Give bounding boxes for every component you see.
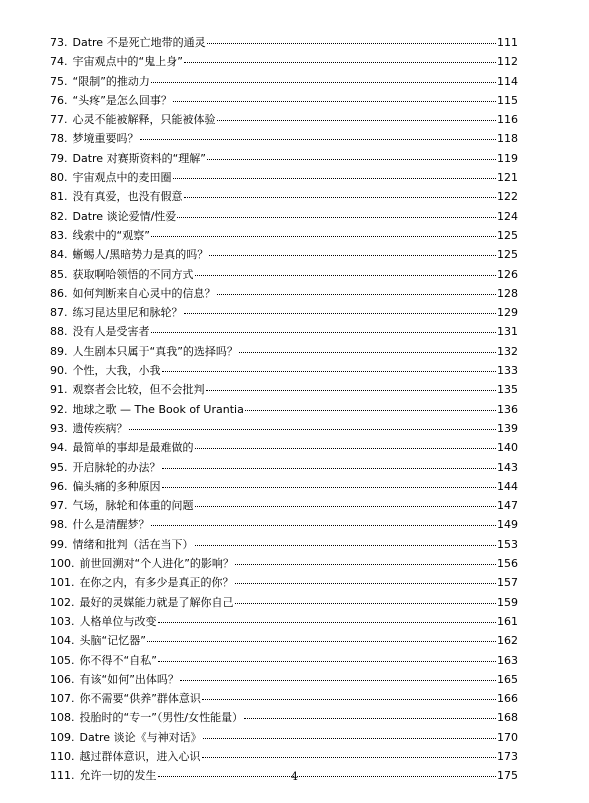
toc-dot-leader [217, 119, 497, 121]
toc-entry[interactable] [50, 284, 518, 303]
toc-entry[interactable] [50, 342, 518, 361]
toc-entry[interactable] [50, 496, 518, 515]
toc-entry-number: 104. [50, 634, 75, 648]
toc-dot-leader [203, 737, 496, 739]
toc-entry-title[interactable]: 前世回溯对“个人进化”的影响？ [79, 557, 234, 571]
toc-dot-leader [184, 61, 496, 63]
toc-entry-page: 128 [497, 286, 518, 300]
toc-dot-leader [239, 351, 496, 353]
toc-entry[interactable] [50, 91, 518, 110]
toc-entry-page: 140 [497, 441, 518, 455]
table-of-contents [50, 33, 518, 786]
toc-entry-title[interactable]: 宇宙观点中的麦田圈 [72, 171, 172, 185]
toc-entry-page: 115 [497, 93, 518, 107]
toc-entry[interactable] [50, 747, 518, 766]
toc-entry-title[interactable]: 没有真爱，也没有假意 [72, 190, 183, 204]
toc-entry-page: 126 [497, 267, 518, 281]
toc-dot-leader [245, 409, 496, 411]
toc-entry[interactable] [50, 322, 518, 341]
toc-entry-number: 74. [50, 55, 68, 69]
toc-entry-number: 77. [50, 113, 68, 127]
toc-entry-page: 119 [497, 151, 518, 165]
toc-entry-page: 122 [497, 190, 518, 204]
toc-entry[interactable] [50, 573, 518, 592]
toc-entry-number: 100. [50, 557, 75, 571]
toc-dot-leader [207, 158, 496, 160]
toc-entry[interactable] [50, 72, 518, 91]
toc-entry-number: 102. [50, 595, 75, 609]
toc-entry-title[interactable]: 宇宙观点中的“鬼上身” [72, 55, 183, 69]
toc-entry-title[interactable]: 开启脉轮的办法？ [72, 460, 161, 474]
toc-entry-number: 86. [50, 286, 68, 300]
toc-dot-leader [173, 100, 496, 102]
toc-entry-page: 112 [497, 55, 518, 69]
toc-entry[interactable] [50, 265, 518, 284]
toc-entry-title[interactable]: Datre 谈论《与神对话》 [79, 730, 202, 744]
toc-entry[interactable] [50, 689, 518, 708]
toc-entry-title[interactable]: 你不需要“供养”群体意识 [79, 692, 201, 706]
toc-entry-number: 90. [50, 364, 68, 378]
toc-entry-page: 129 [497, 306, 518, 320]
toc-entry-title[interactable]: 什么是清醒梦？ [72, 518, 150, 532]
toc-entry-number: 84. [50, 248, 68, 262]
toc-dot-leader [158, 621, 497, 623]
toc-entry[interactable] [50, 419, 518, 438]
toc-entry-page: 143 [497, 460, 518, 474]
toc-dot-leader [202, 698, 496, 700]
toc-entry-page: 133 [497, 364, 518, 378]
toc-entry-number: 79. [50, 151, 68, 165]
toc-entry[interactable] [50, 129, 518, 148]
toc-entry-page: 131 [497, 325, 518, 339]
toc-dot-leader [206, 389, 497, 391]
toc-entry[interactable] [50, 52, 518, 71]
toc-dot-leader [177, 216, 496, 218]
toc-entry-number: 83. [50, 228, 68, 242]
toc-entry-number: 110. [50, 749, 75, 763]
toc-entry-number: 95. [50, 460, 68, 474]
toc-entry-number: 81. [50, 190, 68, 204]
toc-dot-leader [235, 582, 497, 584]
toc-entry-number: 85. [50, 267, 68, 281]
toc-entry-title[interactable]: 气场，脉轮和体重的问题 [72, 499, 194, 513]
toc-entry-page: 162 [497, 634, 518, 648]
toc-dot-leader [184, 312, 497, 314]
toc-entry[interactable] [50, 245, 518, 264]
toc-entry-page: 118 [497, 132, 518, 146]
toc-entry[interactable] [50, 187, 518, 206]
toc-entry-page: 173 [497, 749, 518, 763]
toc-entry-page: 125 [497, 248, 518, 262]
toc-entry[interactable] [50, 612, 518, 631]
toc-entry-number: 94. [50, 441, 68, 455]
toc-entry-number: 82. [50, 209, 68, 223]
toc-dot-leader [151, 524, 497, 526]
toc-entry-title[interactable]: 个性，大我，小我 [72, 364, 161, 378]
toc-entry-page: 166 [497, 692, 518, 706]
toc-entry-page: 139 [497, 421, 518, 435]
toc-entry-number: 87. [50, 306, 68, 320]
toc-entry[interactable] [50, 168, 518, 187]
toc-dot-leader [162, 486, 497, 488]
toc-dot-leader [244, 717, 496, 719]
toc-entry-number: 76. [50, 93, 68, 107]
toc-entry-page: 132 [497, 344, 518, 358]
toc-entry[interactable] [50, 631, 518, 650]
toc-entry-number: 99. [50, 537, 68, 551]
toc-entry-number: 109. [50, 730, 75, 744]
toc-entry-number: 108. [50, 711, 75, 725]
toc-entry-title[interactable]: 观察者会比较，但不会批判 [72, 383, 205, 397]
toc-entry-title[interactable]: “头疼”是怎么回事？ [72, 93, 172, 107]
toc-entry[interactable] [50, 33, 518, 52]
toc-entry-page: 147 [497, 499, 518, 513]
toc-dot-leader [235, 563, 496, 565]
toc-entry-title[interactable]: 遗传疾病？ [72, 421, 128, 435]
toc-entry-page: 149 [497, 518, 518, 532]
toc-dot-leader [195, 505, 497, 507]
toc-dot-leader [209, 254, 496, 256]
toc-entry-number: 103. [50, 614, 75, 628]
toc-dot-leader [195, 544, 497, 546]
toc-entry[interactable] [50, 708, 518, 727]
toc-entry-page: 170 [497, 730, 518, 744]
toc-entry-title[interactable]: 线索中的“观察” [72, 228, 150, 242]
toc-entry-page: 124 [497, 209, 518, 223]
toc-entry-page: 121 [497, 171, 518, 185]
toc-dot-leader [140, 138, 497, 140]
toc-entry[interactable] [50, 728, 518, 747]
toc-entry-number: 75. [50, 74, 68, 88]
toc-entry-title[interactable]: Datre 谈论爱情/性爱 [72, 209, 177, 223]
toc-dot-leader [207, 42, 496, 44]
toc-dot-leader [217, 293, 497, 295]
toc-entry[interactable] [50, 149, 518, 168]
toc-entry[interactable] [50, 110, 518, 129]
toc-dot-leader [158, 660, 496, 662]
toc-entry[interactable] [50, 438, 518, 457]
toc-dot-leader [151, 81, 496, 83]
toc-entry-title[interactable]: 蜥蜴人/黑暗势力是真的吗？ [72, 248, 209, 262]
toc-entry-page: 165 [497, 672, 518, 686]
toc-dot-leader [151, 235, 496, 237]
toc-entry-title[interactable]: 最简单的事却是最难做的 [72, 441, 194, 455]
toc-entry-title[interactable]: 情绪和批判（活在当下） [72, 537, 194, 551]
toc-entry-title[interactable]: 投胎时的“专一”（男性/女性能量） [79, 711, 244, 725]
toc-entry-title[interactable]: 越过群体意识，进入心识 [79, 749, 201, 763]
toc-entry-number: 91. [50, 383, 68, 397]
toc-entry-page: 114 [497, 74, 518, 88]
toc-entry-page: 159 [497, 595, 518, 609]
toc-entry-title[interactable]: 心灵不能被解释，只能被体验 [72, 113, 216, 127]
page-number: 4 [291, 770, 298, 783]
toc-entry-number: 101. [50, 576, 75, 590]
toc-entry-title[interactable]: 没有人是受害者 [72, 325, 150, 339]
toc-entry-title[interactable]: 获取啊哈领悟的不同方式 [72, 267, 194, 281]
toc-dot-leader [147, 640, 496, 642]
toc-dot-leader [180, 679, 496, 681]
toc-entry[interactable] [50, 458, 518, 477]
toc-entry-page: 125 [497, 228, 518, 242]
toc-entry[interactable] [50, 207, 518, 226]
toc-entry[interactable] [50, 380, 518, 399]
toc-entry-page: 136 [497, 402, 518, 416]
toc-entry[interactable] [50, 554, 518, 573]
toc-entry-number: 92. [50, 402, 68, 416]
toc-entry-number: 93. [50, 421, 68, 435]
toc-entry[interactable] [50, 400, 518, 419]
toc-entry-title[interactable]: “限制”的推动力 [72, 74, 150, 88]
toc-entry-page: 111 [497, 36, 518, 49]
toc-entry-number: 80. [50, 171, 68, 185]
toc-entry[interactable] [50, 477, 518, 496]
toc-dot-leader [235, 602, 497, 604]
toc-entry-title[interactable]: 地球之歌 — The Book of Urantia [72, 402, 244, 416]
toc-entry-title[interactable]: 如何判断来自心灵中的信息？ [72, 286, 216, 300]
toc-entry-page: 144 [497, 479, 518, 493]
toc-entry-number: 88. [50, 325, 68, 339]
toc-entry[interactable] [50, 303, 518, 322]
toc-entry[interactable] [50, 535, 518, 554]
toc-entry-page: 153 [497, 537, 518, 551]
toc-entry-number: 111. [50, 769, 75, 783]
toc-entry-page: 135 [497, 383, 518, 397]
toc-entry-title[interactable]: 你不得不“自私” [79, 653, 157, 667]
toc-entry-number: 107. [50, 692, 75, 706]
toc-entry-page: 157 [497, 576, 518, 590]
toc-entry-title[interactable]: 偏头痛的多种原因 [72, 479, 161, 493]
toc-dot-leader [151, 331, 497, 333]
toc-entry-page: 163 [497, 653, 518, 667]
toc-dot-leader [162, 370, 497, 372]
toc-dot-leader [184, 196, 497, 198]
toc-dot-leader [129, 428, 497, 430]
toc-entry-number: 96. [50, 479, 68, 493]
toc-entry-number: 98. [50, 518, 68, 532]
toc-entry[interactable] [50, 361, 518, 380]
toc-dot-leader [195, 274, 497, 276]
toc-entry-number: 89. [50, 344, 68, 358]
toc-dot-leader [202, 756, 497, 758]
toc-entry-number: 105. [50, 653, 75, 667]
toc-entry[interactable] [50, 651, 518, 670]
toc-entry-title[interactable]: 最好的灵媒能力就是了解你自己 [79, 595, 234, 609]
toc-dot-leader [195, 447, 497, 449]
toc-entry-page: 175 [497, 769, 518, 783]
toc-entry-title[interactable]: 练习昆达里尼和脉轮？ [72, 306, 183, 320]
toc-dot-leader [173, 177, 497, 179]
toc-entry-number: 73. [50, 36, 68, 49]
toc-entry-title[interactable]: 在你之内，有多少是真正的你？ [79, 576, 234, 590]
toc-entry-page: 116 [497, 113, 518, 127]
toc-entry-title[interactable]: 有该“如何”出体吗？ [79, 672, 179, 686]
toc-entry-page: 156 [497, 557, 518, 571]
toc-entry-number: 97. [50, 499, 68, 513]
toc-entry[interactable] [50, 515, 518, 534]
toc-entry-number: 106. [50, 672, 75, 686]
toc-entry-title[interactable]: 人格单位与改变 [79, 614, 157, 628]
toc-entry-title[interactable]: 头脑“记忆器” [79, 634, 146, 648]
toc-entry[interactable] [50, 226, 518, 245]
toc-entry-title[interactable]: 梦境重要吗？ [72, 132, 139, 146]
toc-entry-number: 78. [50, 132, 68, 146]
toc-entry-title[interactable]: Datre 对赛斯资料的“理解” [72, 151, 206, 165]
toc-entry[interactable] [50, 593, 518, 612]
toc-dot-leader [162, 467, 497, 469]
toc-entry-title[interactable]: 允许一切的发生 [79, 769, 157, 783]
toc-entry-title[interactable]: 人生剧本只属于“真我”的选择吗？ [72, 344, 238, 358]
toc-entry[interactable] [50, 670, 518, 689]
toc-entry-title[interactable]: Datre 不是死亡地带的通灵 [72, 36, 206, 49]
toc-entry-page: 161 [497, 614, 518, 628]
toc-entry-page: 168 [497, 711, 518, 725]
